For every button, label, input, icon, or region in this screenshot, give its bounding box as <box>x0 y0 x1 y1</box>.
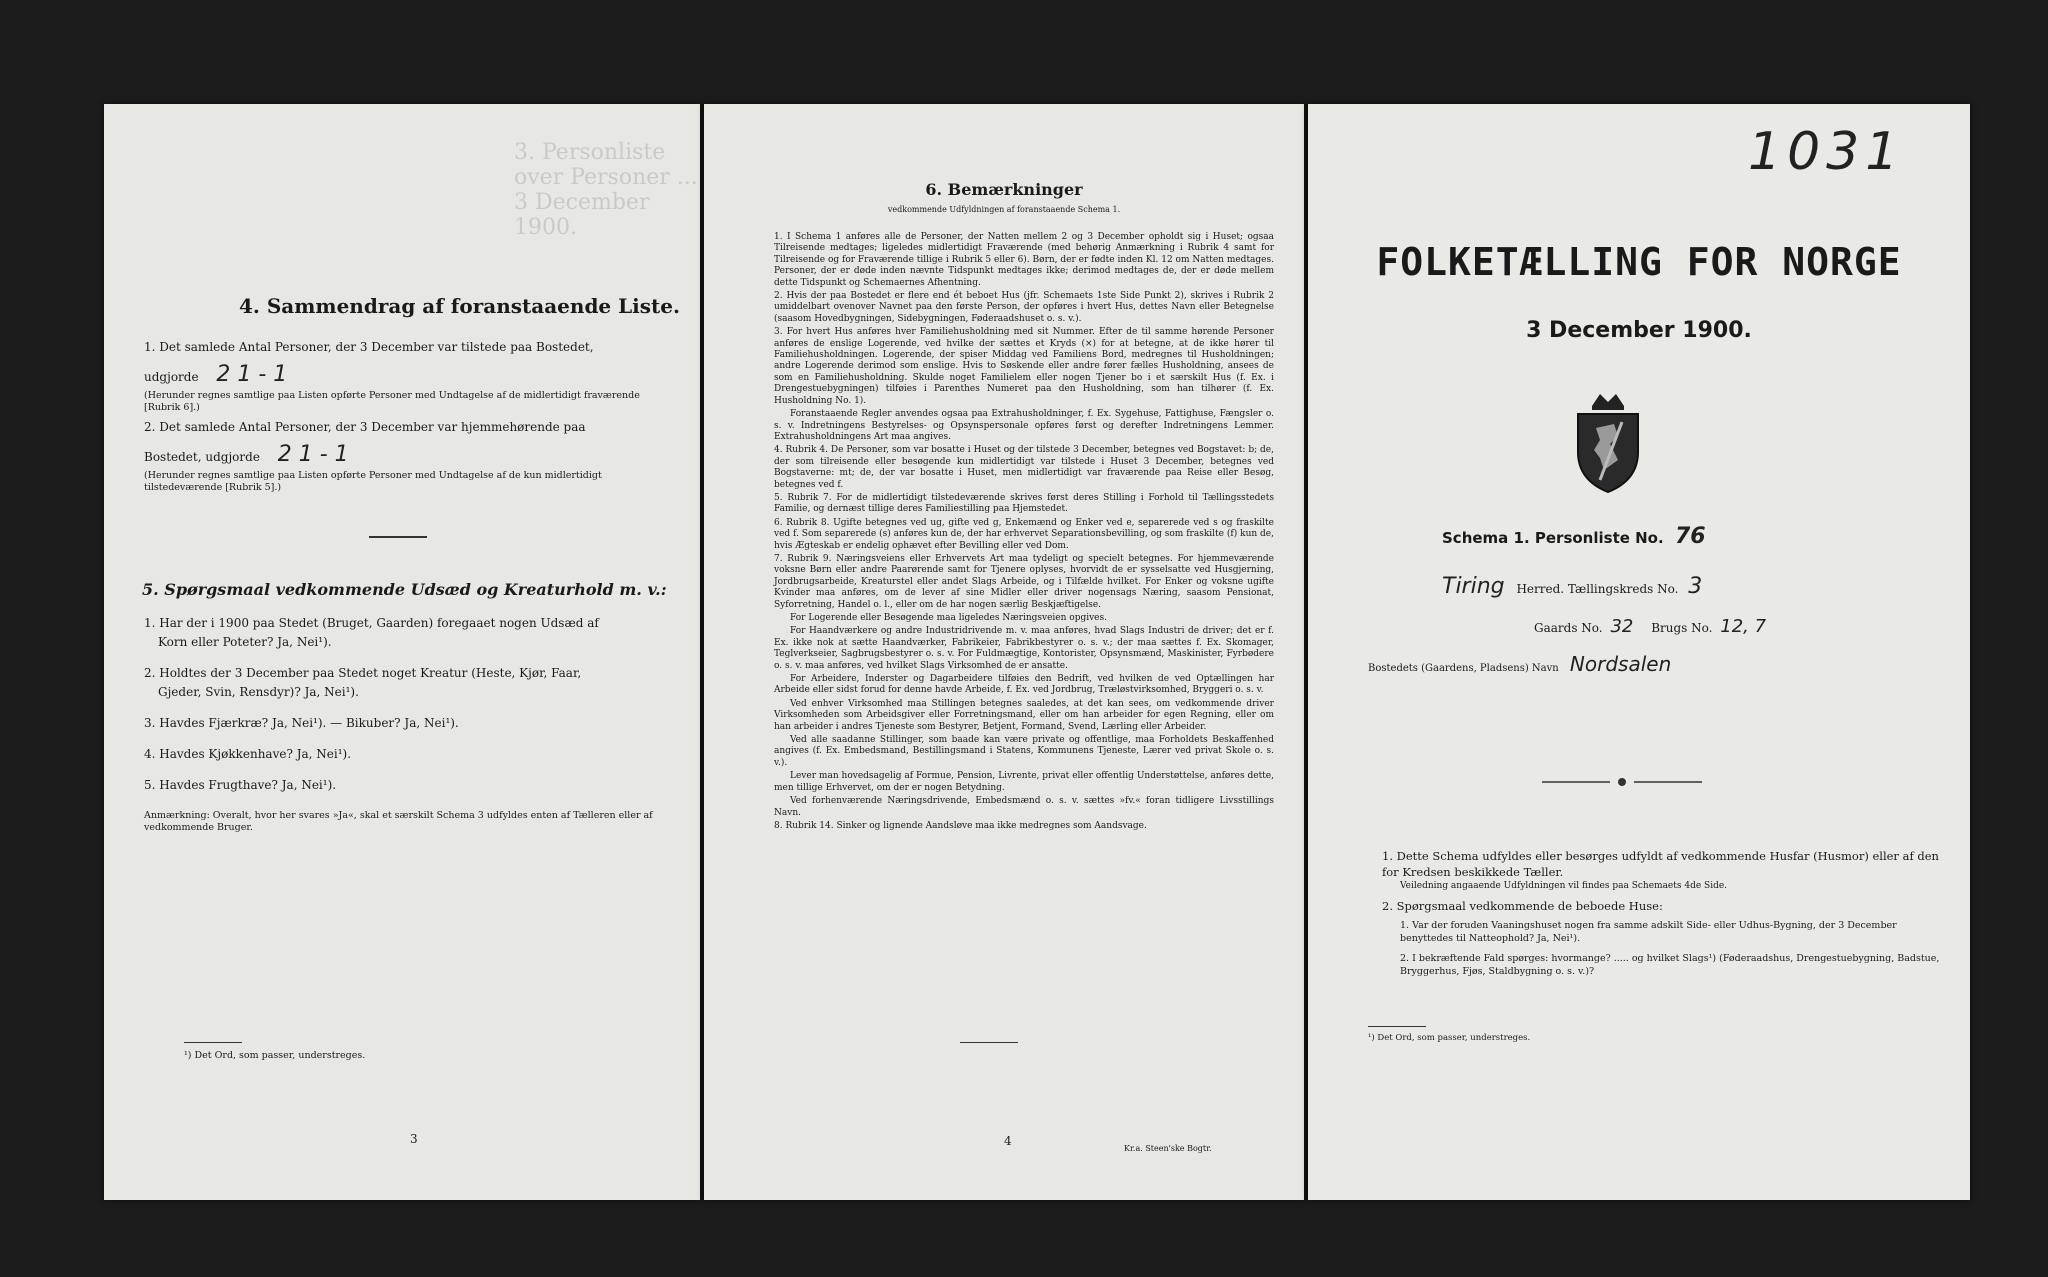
brugs-value: 12, 7 <box>1720 616 1767 637</box>
coat-of-arms-icon <box>1570 388 1646 494</box>
summary-item-1-note: (Herunder regnes samtlige paa Listen opførte Personer med Undtagelse af de midlertidigt fraværende [Rubrik 6].) <box>144 390 640 414</box>
question-2a: 2. Holdtes der 3 December paa Stedet noget Kreatur (Heste, Kjør, Faar, <box>144 666 582 680</box>
footnote: ¹) Det Ord, som passer, understreges. <box>184 1050 366 1061</box>
gaards-line <box>1534 618 1934 637</box>
remarks-subheading: vedkommende Udfyldningen af foranstaaende Schema 1. <box>887 205 1121 214</box>
herred-label: Herred. Tællingskreds No. <box>1516 582 1679 596</box>
bosted-label: Bostedets (Gaardens, Pladsens) Navn <box>1368 663 1559 674</box>
instruction-1: 1. Dette Schema udfyldes eller besørges udfyldt af vedkommende Husfar (Husmor) eller af den for Kredsen beskikkede Tæller. <box>1382 849 1939 879</box>
instructions <box>1382 848 1942 978</box>
remark-paragraph: For Haandværkere og andre Industridrivende m. v. maa anføres, hvad Slags Industri de driver; det er f. Ex. ikke nok at sætte Haandværker, Fabrikeier, Fabrikbestyrer o. s. v.; der maa sættes f. Ex. Skomager, Teglverkseier, Sagbrugsbestyrer o. s. v. For Fuldmægtige, Kontorister, Opsynsmænd, Maskinister, Fyrbødere o. s. v. maa anføres, ved hvilket Slags Virksomhed de er ansatte. <box>774 626 1274 671</box>
bosted-line <box>1368 652 1948 676</box>
schema-label: Schema 1. Personliste No. <box>1442 529 1664 547</box>
remark-paragraph: 3. For hvert Hus anføres hver Familiehusholdning med sit Nummer. Efter de til samme hørende Personer anføres de enslige Logerende, ved hvilke der sættes et Kryds (×) for at betegne, at de ikke hører til Familiehusholdningen. Logerende, der spiser Middag ved Familiens Bord, medregnes til Husholdningen; andre Logerende derimod som enslige. Hvis to Søskende eller andre fører fælles Husholdning, ansees de som en Familiehusholdning. Skulde noget Familielem eller nogen Tjener bo i et særskilt Hus (f. Ex. i Drengestuebygningen) tilføies i Parenthes Numeret paa den Husholdning, som han tilhører (f. Ex. Husholdning No. 1). <box>774 327 1274 406</box>
summary-item-1 <box>144 339 674 415</box>
summary-item-2 <box>144 419 674 495</box>
remarks-heading: 6. Bemærkninger <box>925 180 1083 199</box>
ornament-divider <box>1542 772 1702 792</box>
divider <box>960 1042 1018 1043</box>
footnote: ¹) Det Ord, som passer, understreges. <box>1368 1033 1531 1043</box>
remark-paragraph: 6. Rubrik 8. Ugifte betegnes ved ug, gifte ved g, Enkemænd og Enker ved e, separerede ved s og fraskilte ved f. Som separerede (s) anføres kun de, der har erhvervet Separationsbevilling, og som fraskilte (f) kun de, hvis Ægteskab er endelig ophævet efter Bevilling eller ved Dom. <box>774 517 1274 551</box>
house-question-2: 2. I bekræftende Fald spørges: hvormange? ..... og hvilket Slags¹) (Føderaadshus, Drengestuebygning, Badstue, Bryggerhus, Fjøs, Staldbygning o. s. v.)? <box>1400 953 1940 977</box>
footnote-rule <box>1368 1026 1426 1027</box>
middle-page <box>704 104 1304 1200</box>
question-1b: Korn eller Poteter? Ja, Nei¹). <box>158 635 332 649</box>
document-title: FOLKETÆLLING FOR NORGE <box>1376 240 1902 284</box>
brugs-label: Brugs No. <box>1651 621 1713 635</box>
divider <box>369 536 427 538</box>
remark-paragraph: Ved forhenværende Næringsdrivende, Embedsmænd o. s. v. sættes »fv.« foran tidligere Livsstillings Navn. <box>774 796 1274 818</box>
house-question-1: 1. Var der foruden Vaaningshuset nogen fra samme adskilt Side- eller Udhus-Bygning, der 3 December benyttedes til Natteophold? Ja, Nei¹). <box>1400 920 1897 944</box>
question-5: 5. Havdes Frugthave? Ja, Nei¹). <box>144 778 337 792</box>
printer-mark: Kr.a. Steen'ske Bogtr. <box>1124 1144 1212 1153</box>
gaards-value: 32 <box>1610 616 1634 637</box>
remark-paragraph: Ved enhver Virksomhed maa Stillingen betegnes saaledes, at det kan sees, om vedkommende driver Virksomheden som Arbeidsgiver eller Forretningsmand, eller om han arbeider for egen Regning, eller om han arbeider i andres Tjeneste som Bestyrer, Betjent, Formand, Svend, Lærling eller Arbeider. <box>774 698 1274 732</box>
schema-line <box>1442 524 1706 549</box>
summary-item-1-value: 2 1 - 1 <box>216 362 288 387</box>
summary-item-2-label: Bostedet, udgjorde <box>144 450 260 464</box>
right-page <box>1308 104 1970 1200</box>
remark-paragraph: For Logerende eller Besøgende maa ligeledes Næringsveien opgives. <box>790 613 1107 623</box>
herred-value: Tiring <box>1442 574 1505 599</box>
summary-item-1-text: 1. Det samlede Antal Personer, der 3 December var tilstede paa Bostedet, <box>144 340 594 354</box>
remark-paragraph: Lever man hovedsagelig af Formue, Pension, Livrente, privat eller offentlig Understøttelse, anføres dette, men tillige Erhvervet, om der er nogen Betydning. <box>774 771 1274 793</box>
remark-paragraph: Foranstaaende Regler anvendes ogsaa paa Extrahusholdninger, f. Ex. Sygehuse, Fattighuse, Fængsler o. s. v. Indretningens Bestyrelses- og Opsynspersonale opføres først og derefter Indretningens Lemmer. Extrahusholdningens Art maa angives. <box>774 409 1274 442</box>
footnote-rule <box>184 1042 242 1043</box>
question-2b: Gjeder, Svin, Rensdyr)? Ja, Nei¹). <box>158 685 359 699</box>
handwritten-number: 1031 <box>1748 122 1905 182</box>
section5-note: Anmærkning: Overalt, hvor her svares »Ja«, skal et særskilt Schema 3 udfyldes enten af Tælleren eller af vedkommende Bruger. <box>144 810 653 834</box>
section4-heading: 4. Sammendrag af foranstaaende Liste. <box>239 294 680 318</box>
remarks-list <box>774 232 1274 834</box>
bosted-value: Nordsalen <box>1569 652 1672 676</box>
remark-paragraph: For Arbeidere, Inderster og Dagarbeidere tilføies den Bedrift, ved hvilken de ved Optællingen har Arbeide eller sidst forud for denne havde Arbeide, f. Ex. ved Jordbrug, Træløstvirksomhed, Bryggeri o. s. v. <box>774 674 1274 696</box>
question-3: 3. Havdes Fjærkræ? Ja, Nei¹). — Bikuber? Ja, Nei¹). <box>144 716 459 730</box>
left-page <box>104 104 700 1200</box>
personliste-number: 76 <box>1674 524 1706 549</box>
page-number: 3 <box>410 1132 418 1146</box>
summary-item-2-note: (Herunder regnes samtlige paa Listen opførte Personer med Undtagelse af de kun midlertidigt tilstedeværende [Rubrik 5].) <box>144 470 602 494</box>
remark-paragraph: 5. Rubrik 7. For de midlertidigt tilstedeværende skrives først deres Stilling i Forhold til Tællingsstedets Familie, og dernæst tillige deres Familiestilling paa Hjemstedet. <box>774 492 1274 515</box>
summary-item-1-label: udgjorde <box>144 370 199 384</box>
remark-paragraph: Ved alle saadanne Stillinger, som baade kan være private og offentlige, maa Forholdets Beskaffenhed angives (f. Ex. Embedsmand, Bestillingsmand i Statens, Kommunens Tjeneste, Lærer ved privat Skole o. s. v.). <box>774 735 1274 768</box>
bleed-through-title: 3. Personliste over Personer ... 3 December 1900. <box>514 140 698 240</box>
question-1a: 1. Har der i 1900 paa Stedet (Bruget, Gaarden) foregaaet nogen Udsæd af <box>144 616 599 630</box>
gaards-label: Gaards No. <box>1534 621 1603 635</box>
remark-paragraph: 4. Rubrik 4. De Personer, som var bosatte i Huset og der tilstede 3 December, betegnes ved Bogstavet: b; de, der som tilreisende eller besøgende kun midlertidigt var tilstede i Huset 3 December, betegnes ved Bogstaverne: mt; de, der var bosatte i Huset, men midlertidigt var fraværende paa Reise eller Besøg, betegnes ved f. <box>774 445 1274 490</box>
summary-item-2-value: 2 1 - 1 <box>277 442 349 467</box>
census-date: 3 December 1900. <box>1526 318 1752 343</box>
instruction-2: 2. Spørgsmaal vedkommende de beboede Huse: <box>1382 899 1663 914</box>
page-number: 4 <box>1004 1134 1012 1148</box>
remark-paragraph: 8. Rubrik 14. Sinker og lignende Aandsløve maa ikke medregnes som Aandsvage. <box>774 820 1147 831</box>
section5-questions <box>144 614 674 795</box>
section5-heading: 5. Spørgsmaal vedkommende Udsæd og Kreaturhold m. v.: <box>142 580 667 599</box>
summary-item-2-text: 2. Det samlede Antal Personer, der 3 December var hjemmehørende paa <box>144 420 586 434</box>
question-4: 4. Havdes Kjøkkenhave? Ja, Nei¹). <box>144 747 352 761</box>
remark-paragraph: 2. Hvis der paa Bostedet er flere end ét beboet Hus (jfr. Schemaets 1ste Side Punkt 2), skrives i Rubrik 2 umiddelbart ovenover Navnet paa den første Person, der opføres i hvert Hus, dettes Navn eller Betegnelse (saasom Hovedbygningen, Sidebygningen, Føderaadshuset o. s. v.). <box>774 291 1274 324</box>
remark-paragraph: 7. Rubrik 9. Næringsveiens eller Erhvervets Art maa tydeligt og specielt betegnes. For hjemmeværende voksne Børn eller andre Paarørende samt for Tjenere oplyses, hvorvidt de er sysselsatte ved Husgjerning, Jordbrugsarbeide, Kreaturstel eller andet Slags Arbeide, og i Tilfælde hvilket. For Enker og voksne ugifte Kvinder maa anføres, om de lever af sine Midler eller driver nogensags Næring, saasom Pensionat, Syforretning, Handel o. l., eller om de har nogen særlig Beskjæftigelse. <box>774 553 1274 610</box>
instruction-1-note: Veiledning angaaende Udfyldningen vil findes paa Schemaets 4de Side. <box>1400 881 1728 891</box>
kreds-value: 3 <box>1688 574 1703 599</box>
remark-paragraph: 1. I Schema 1 anføres alle de Personer, der Natten mellem 2 og 3 December opholdt sig i Huset; ogsaa Tilreisende medtages; ligeledes midlertidigt Fraværende (med behørig Anmærkning i Rubrik 4 samt for Tilreisende og for Fraværende tillige i Rubrik 5 eller 6). Børn, der er fødte inden Kl. 12 om Natten medtages. Personer, der er døde inden nævnte Tidspunkt medtages ikke; derimod medtages de, der er døde mellem dette Tidspunkt og Schemaernes Afhentning. <box>774 232 1274 288</box>
herred-line <box>1442 574 1942 599</box>
